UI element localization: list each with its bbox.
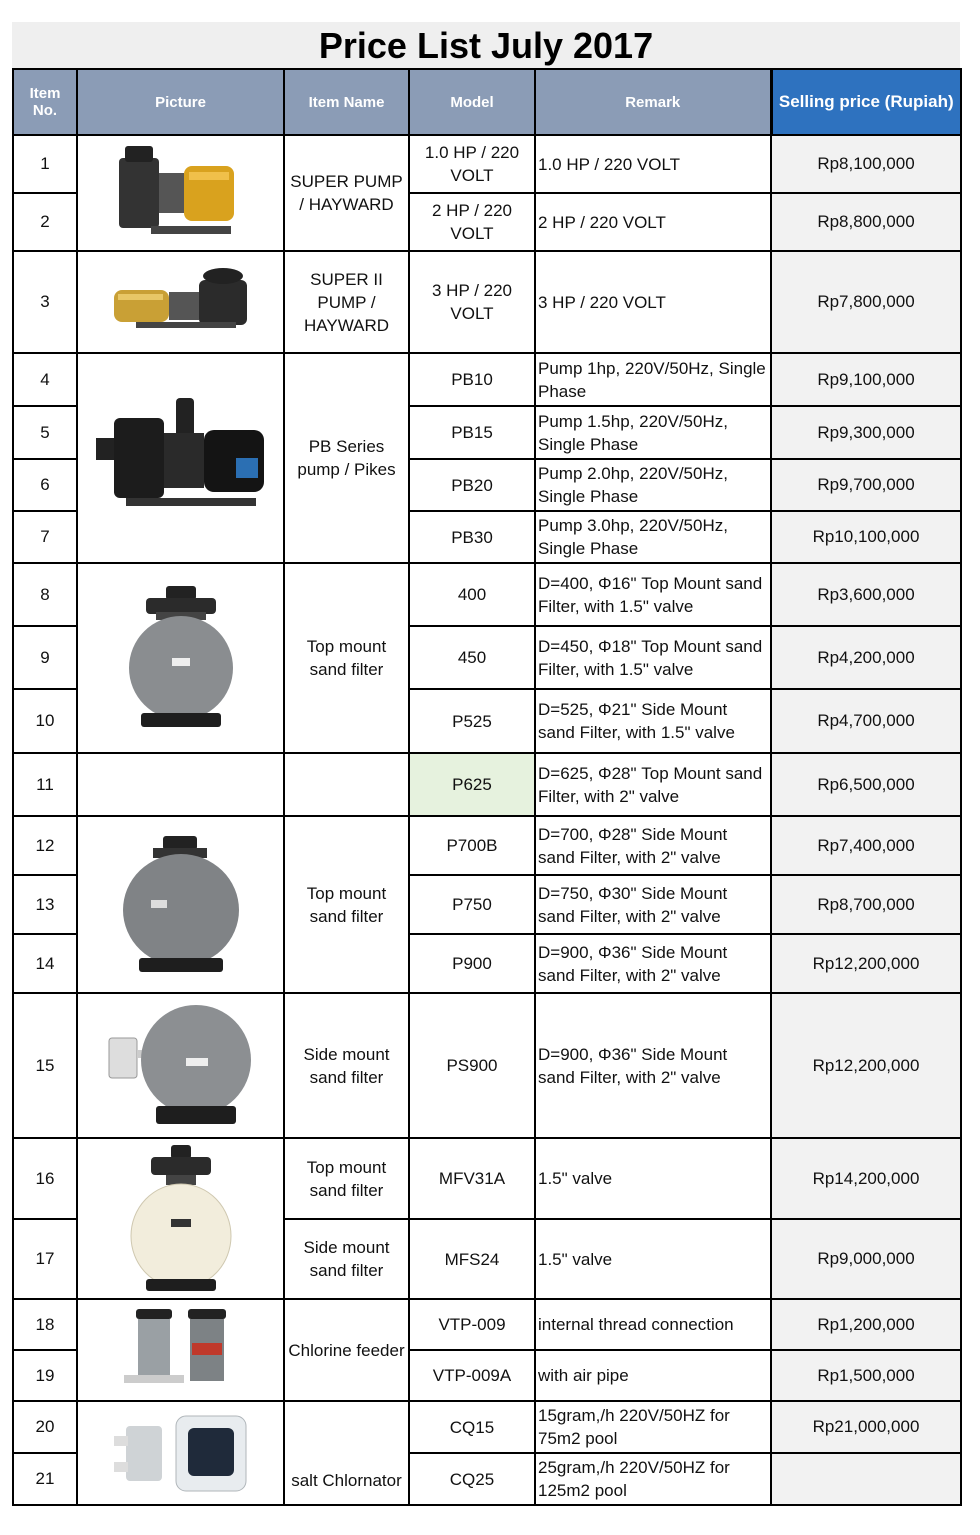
model: PB10	[409, 353, 535, 406]
picture-cell-empty	[77, 753, 284, 816]
chlorinator-image	[77, 1401, 284, 1505]
table-row	[13, 563, 961, 626]
item-no: 6	[13, 459, 77, 511]
price: Rp6,500,000	[771, 753, 961, 816]
pump-icon	[111, 138, 251, 248]
pump-icon	[86, 388, 276, 528]
price: Rp4,700,000	[771, 689, 961, 753]
remark: D=700, Φ28" Side Mount sand Filter, with 2" valve	[535, 816, 771, 875]
model: MFS24	[409, 1219, 535, 1299]
header-picture: Picture	[77, 69, 284, 135]
chlorine-feeder-icon	[116, 1303, 246, 1398]
remark: D=900, Φ36" Side Mount sand Filter, with 2" valve	[535, 993, 771, 1138]
header-remark: Remark	[535, 69, 771, 135]
model: PB30	[409, 511, 535, 563]
item-no: 15	[13, 993, 77, 1138]
item-name: Top mount sand filter	[284, 816, 409, 993]
feeder-image	[77, 1299, 284, 1401]
item-no: 20	[13, 1401, 77, 1453]
remark: internal thread connection	[535, 1299, 771, 1350]
price: Rp21,000,000	[771, 1401, 961, 1453]
item-no: 5	[13, 406, 77, 459]
header-item-name: Item Name	[284, 69, 409, 135]
item-name-empty	[284, 753, 409, 816]
model: 3 HP / 220 VOLT	[409, 251, 535, 353]
remark: D=625, Φ28" Top Mount sand Filter, with 2" valve	[535, 753, 771, 816]
page-title: Price List July 2017	[318, 25, 654, 66]
remark: with air pipe	[535, 1350, 771, 1401]
remark: D=525, Φ21" Side Mount sand Filter, with 1.5" valve	[535, 689, 771, 753]
model: P625	[409, 753, 535, 816]
header-model: Model	[409, 69, 535, 135]
price: Rp8,800,000	[771, 193, 961, 251]
price: Rp9,000,000	[771, 1219, 961, 1299]
item-no: 1	[13, 135, 77, 193]
model: MFV31A	[409, 1138, 535, 1219]
item-name: Side mount sand filter	[284, 1219, 409, 1299]
price: Rp10,100,000	[771, 511, 961, 563]
model: P525	[409, 689, 535, 753]
item-no: 16	[13, 1138, 77, 1219]
remark: Pump 1.5hp, 220V/50Hz, Single Phase	[535, 406, 771, 459]
item-no: 13	[13, 875, 77, 934]
item-name: SUPER II PUMP / HAYWARD	[284, 251, 409, 353]
remark: Pump 2.0hp, 220V/50Hz, Single Phase	[535, 459, 771, 511]
remark: Pump 1hp, 220V/50Hz, Single Phase	[535, 353, 771, 406]
sand-filter-icon	[116, 578, 246, 738]
title-bar	[12, 22, 960, 68]
item-no: 7	[13, 511, 77, 563]
price: Rp12,200,000	[771, 993, 961, 1138]
model: CQ25	[409, 1453, 535, 1505]
price: Rp9,300,000	[771, 406, 961, 459]
price: Rp3,600,000	[771, 563, 961, 626]
model: 450	[409, 626, 535, 689]
table-row	[13, 1299, 961, 1350]
pump-icon	[106, 262, 256, 342]
table-row	[13, 353, 961, 406]
price: Rp7,400,000	[771, 816, 961, 875]
table-row	[13, 1401, 961, 1453]
salt-chlorinator-icon	[106, 1406, 256, 1501]
pump-image	[77, 251, 284, 353]
remark: D=900, Φ36" Side Mount sand Filter, with 2" valve	[535, 934, 771, 993]
item-no: 9	[13, 626, 77, 689]
item-no: 11	[13, 753, 77, 816]
price	[771, 1453, 961, 1505]
remark: 1.5" valve	[535, 1138, 771, 1219]
filter-image	[77, 1138, 284, 1299]
filter-image	[77, 816, 284, 993]
remark: D=400, Φ16" Top Mount sand Filter, with 1.5" valve	[535, 563, 771, 626]
header-price: Selling price (Rupiah)	[771, 69, 961, 135]
item-name: Top mount sand filter	[284, 1138, 409, 1219]
table-row	[13, 1138, 961, 1219]
remark: 2 HP / 220 VOLT	[535, 193, 771, 251]
table-row	[13, 993, 961, 1138]
remark: D=450, Φ18" Top Mount sand Filter, with 1.5" valve	[535, 626, 771, 689]
model: 400	[409, 563, 535, 626]
model: VTP-009	[409, 1299, 535, 1350]
side-mount-filter-icon	[101, 998, 261, 1133]
model: P900	[409, 934, 535, 993]
item-no: 18	[13, 1299, 77, 1350]
table-row	[13, 135, 961, 193]
table-row	[13, 816, 961, 875]
item-name: PB Series pump / Pikes	[284, 353, 409, 563]
table-row	[13, 251, 961, 353]
remark: 25gram,/h 220V/50HZ for 125m2 pool	[535, 1453, 771, 1505]
price: Rp1,500,000	[771, 1350, 961, 1401]
item-no: 2	[13, 193, 77, 251]
table-row	[13, 753, 961, 816]
item-name: Chlorine feeder	[284, 1299, 409, 1401]
item-name: salt Chlornator	[284, 1401, 409, 1505]
filter-image	[77, 993, 284, 1138]
price-table	[12, 68, 962, 1506]
price: Rp9,700,000	[771, 459, 961, 511]
model: 2 HP / 220 VOLT	[409, 193, 535, 251]
price: Rp8,100,000	[771, 135, 961, 193]
item-no: 14	[13, 934, 77, 993]
price: Rp4,200,000	[771, 626, 961, 689]
price: Rp1,200,000	[771, 1299, 961, 1350]
remark: Pump 3.0hp, 220V/50Hz, Single Phase	[535, 511, 771, 563]
model: P750	[409, 875, 535, 934]
item-name: SUPER PUMP / HAYWARD	[284, 135, 409, 251]
item-name: Top mount sand filter	[284, 563, 409, 753]
model: PB20	[409, 459, 535, 511]
item-no: 17	[13, 1219, 77, 1299]
item-no: 12	[13, 816, 77, 875]
item-no: 3	[13, 251, 77, 353]
model: PS900	[409, 993, 535, 1138]
white-sand-filter-icon	[116, 1141, 246, 1296]
header-item-no: Item No.	[13, 69, 77, 135]
filter-image	[77, 563, 284, 753]
model: PB15	[409, 406, 535, 459]
model: CQ15	[409, 1401, 535, 1453]
sand-filter-icon	[111, 830, 251, 980]
price: Rp9,100,000	[771, 353, 961, 406]
pump-image	[77, 135, 284, 251]
model: VTP-009A	[409, 1350, 535, 1401]
remark: 15gram,/h 220V/50HZ for 75m2 pool	[535, 1401, 771, 1453]
price: Rp7,800,000	[771, 251, 961, 353]
remark: 3 HP / 220 VOLT	[535, 251, 771, 353]
model: 1.0 HP / 220 VOLT	[409, 135, 535, 193]
remark: 1.5" valve	[535, 1219, 771, 1299]
remark: 1.0 HP / 220 VOLT	[535, 135, 771, 193]
item-name: Side mount sand filter	[284, 993, 409, 1138]
remark: D=750, Φ30" Side Mount sand Filter, with 2" valve	[535, 875, 771, 934]
item-no: 21	[13, 1453, 77, 1505]
item-no: 19	[13, 1350, 77, 1401]
price: Rp8,700,000	[771, 875, 961, 934]
price: Rp14,200,000	[771, 1138, 961, 1219]
pump-image	[77, 353, 284, 563]
item-no: 8	[13, 563, 77, 626]
header-row	[13, 69, 961, 135]
price: Rp12,200,000	[771, 934, 961, 993]
model: P700B	[409, 816, 535, 875]
item-no: 4	[13, 353, 77, 406]
item-no: 10	[13, 689, 77, 753]
